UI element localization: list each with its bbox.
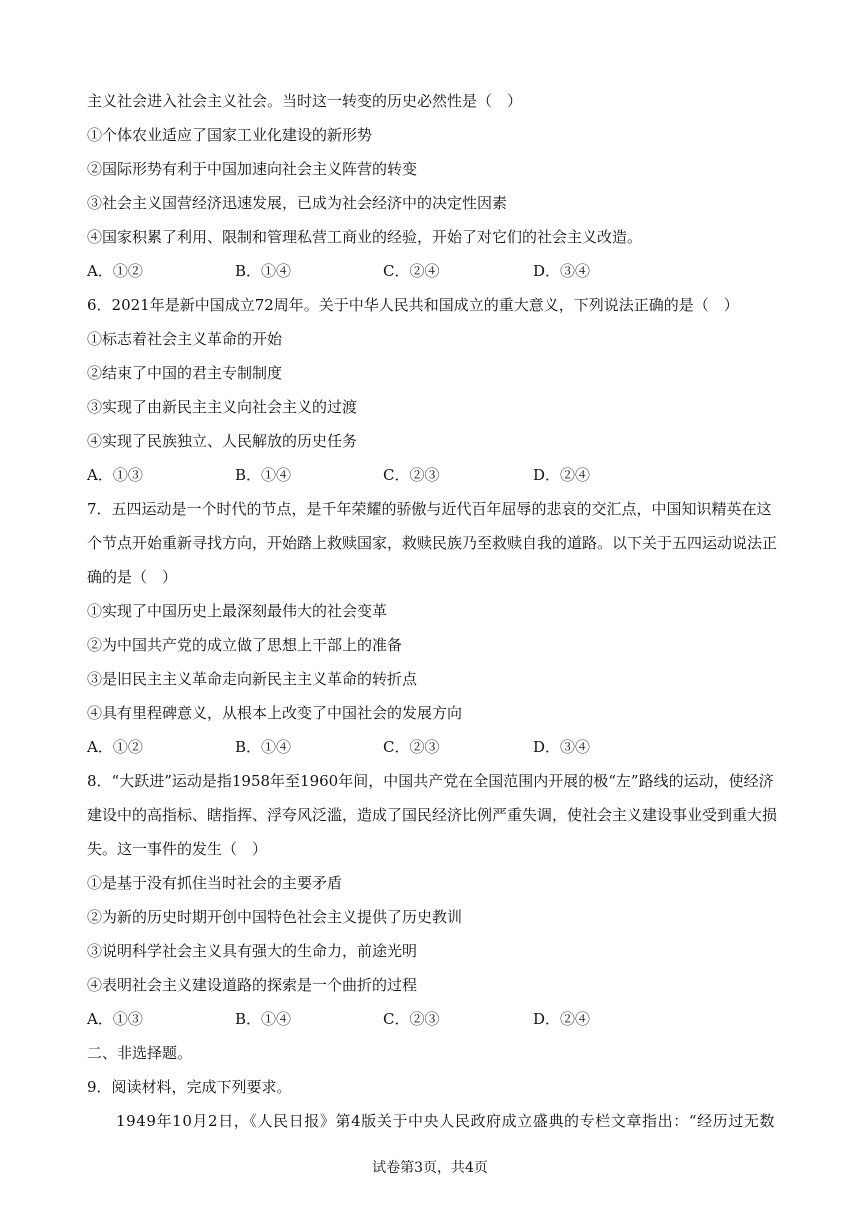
q5-statement-1: ①个体农业适应了国家工业化建设的新形势 [87,126,373,144]
section-heading-non-choice: 二、非选择题。 [87,1044,193,1062]
q6-statement-3: ③实现了由新民主主义向社会主义的过渡 [87,398,358,416]
q5-option-d: D．③④ [533,262,591,280]
q6-stem: 6．2021年是新中国成立72周年。关于中华人民共和国成立的重大意义，下列说法正确的是（ ） [87,296,739,314]
q8-option-b: B．①④ [235,1010,292,1028]
q8-stem-line-2: 建设中的高指标、瞎指挥、浮夸风泛滥，造成了国民经济比例严重失调，使社会主义建设事业受到重大损 [87,806,778,824]
q8-option-d: D．②④ [533,1010,591,1028]
q7-stem-line-2: 个节点开始重新寻找方向，开始踏上救赎国家，救赎民族乃至救赎自我的道路。以下关于五四运动说法正 [87,534,778,552]
q5-stem-tail: 主义社会进入社会主义社会。当时这一转变的历史必然性是（ ） [87,92,523,110]
q8-options [87,1009,787,1029]
q7-statement-4: ④具有里程碑意义，从根本上改变了中国社会的发展方向 [87,704,463,722]
q7-stem-line-1: 7．五四运动是一个时代的节点，是千年荣耀的骄傲与近代百年屈辱的悲哀的交汇点，中国知识精英在这 [87,500,772,518]
q6-options [87,465,787,485]
q8-option-a: A．①③ [87,1010,143,1028]
q7-stem-line-3: 确的是（ ） [87,568,178,586]
q8-statement-3: ③说明科学社会主义具有强大的生命力，前途光明 [87,942,418,960]
q6-option-d: D．②④ [533,466,591,484]
q9-material-line-1: 1949年10月2日，《人民日报》第4版关于中央人民政府成立盛典的专栏文章指出：“经历过无数 [116,1112,776,1130]
q5-options [87,261,787,281]
q7-options [87,737,787,757]
q7-statement-2: ②为中国共产党的成立做了思想上干部上的准备 [87,636,403,654]
q6-statement-1: ①标志着社会主义革命的开始 [87,330,283,348]
q6-statement-4: ④实现了民族独立、人民解放的历史任务 [87,432,358,450]
q5-statement-2: ②国际形势有利于中国加速向社会主义阵营的转变 [87,160,418,178]
q8-option-c: C．②③ [383,1010,440,1028]
q8-statement-2: ②为新的历史时期开创中国特色社会主义提供了历史教训 [87,908,463,926]
q5-statement-3: ③社会主义国营经济迅速发展，已成为社会经济中的决定性因素 [87,194,508,212]
q7-option-d: D．③④ [533,738,591,756]
q6-option-c: C．②③ [383,466,440,484]
page-footer: 试卷第3页，共4页 [372,1160,488,1176]
q6-option-b: B．①④ [235,466,292,484]
q7-option-a: A．①② [87,738,143,756]
q8-stem-line-1: 8．“大跃进”运动是指1958年至1960年间，中国共产党在全国范围内开展的极“左”路线的运动，使经济 [87,772,774,790]
q5-option-c: C．②④ [383,262,440,280]
q7-statement-3: ③是旧民主主义革命走向新民主主义革命的转折点 [87,670,418,688]
q5-statement-4: ④国家积累了利用、限制和管理私营工商业的经验，开始了对它们的社会主义改造。 [87,228,643,246]
q7-option-b: B．①④ [235,738,292,756]
q7-option-c: C．②③ [383,738,440,756]
q8-statement-1: ①是基于没有抓住当时社会的主要矛盾 [87,874,343,892]
q6-statement-2: ②结束了中国的君主专制制度 [87,364,283,382]
q7-statement-1: ①实现了中国历史上最深刻最伟大的社会变革 [87,602,388,620]
q6-option-a: A．①③ [87,466,143,484]
q9-stem: 9．阅读材料，完成下列要求。 [87,1078,292,1096]
q5-option-b: B．①④ [235,262,292,280]
q8-statement-4: ④表明社会主义建设道路的探索是一个曲折的过程 [87,976,418,994]
q8-stem-line-3: 失。这一事件的发生（ ） [87,840,268,858]
q5-option-a: A．①② [87,262,143,280]
